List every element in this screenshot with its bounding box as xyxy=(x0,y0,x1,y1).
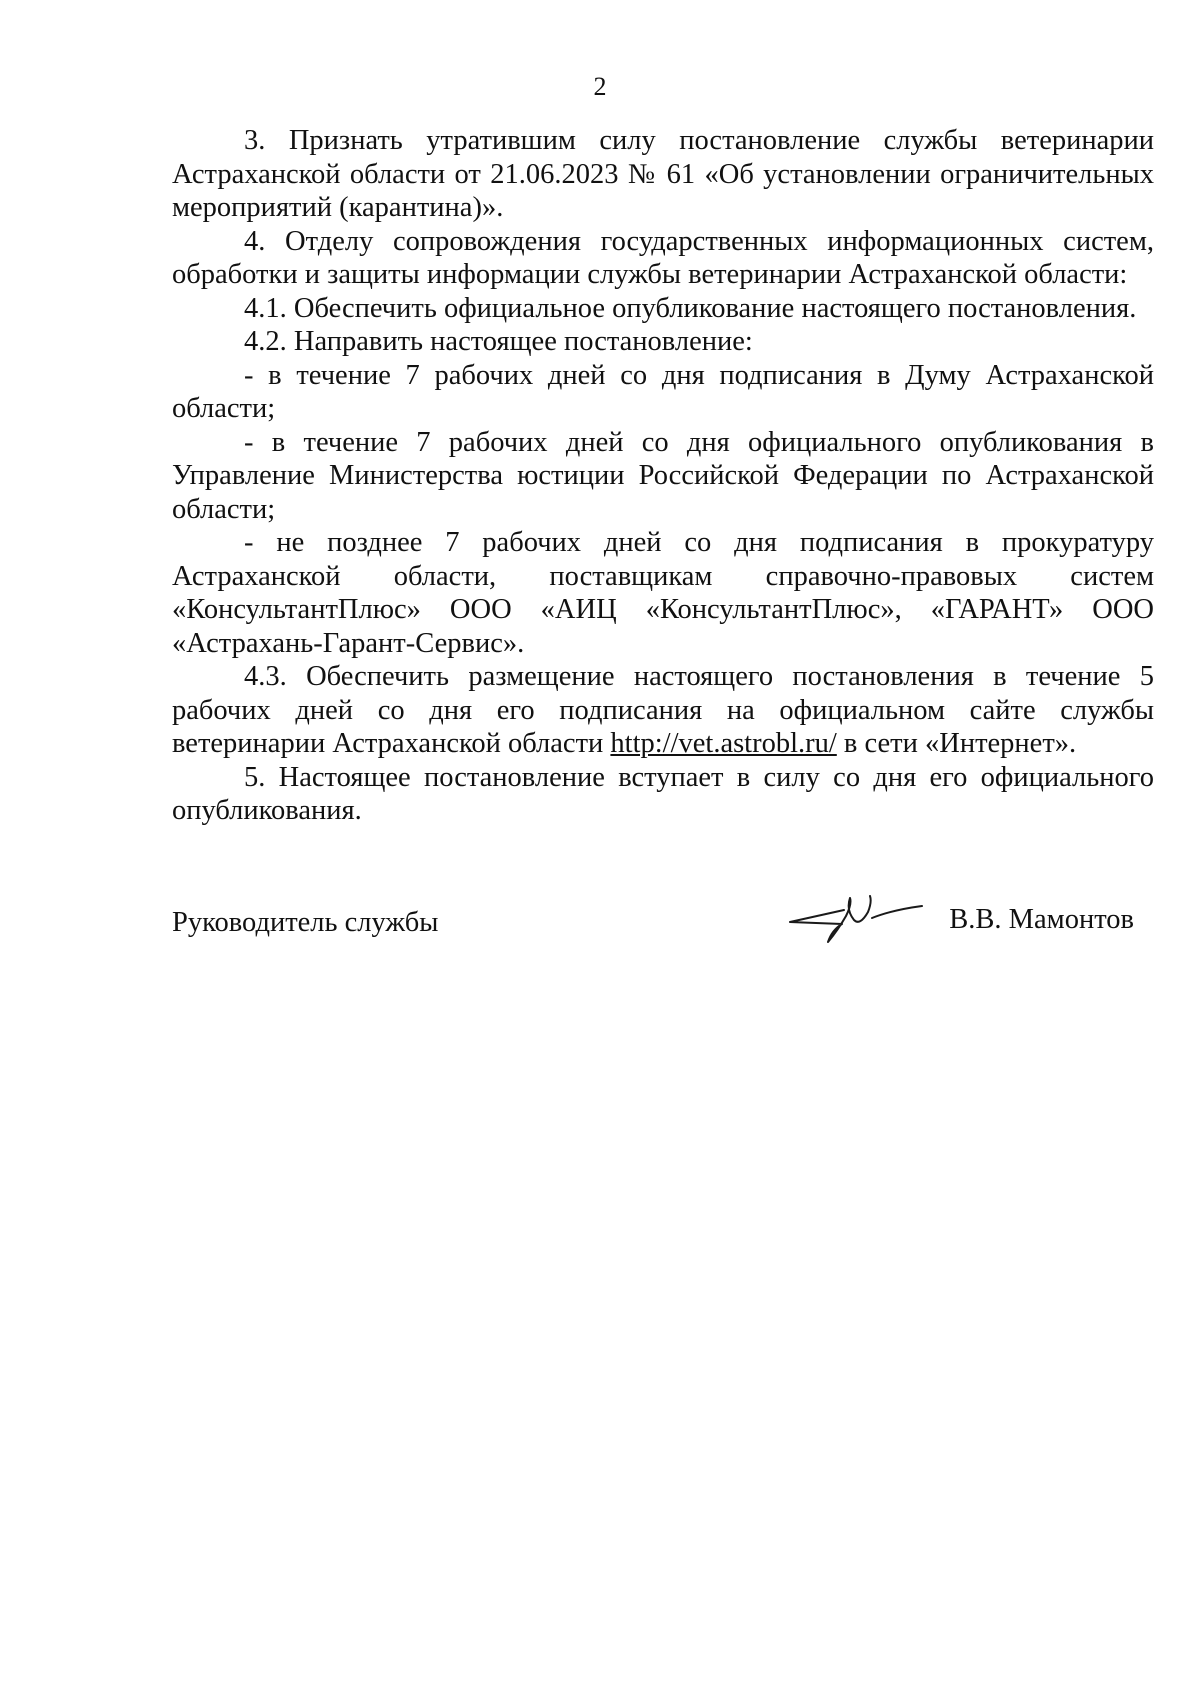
paragraph-3: 3. Признать утратившим силу постановление службы ветеринарии Астраханской области от 21.06.2023 № 61 «Об установлении ограничительных мероприятий (карантина)». xyxy=(172,125,1154,223)
signatory-title: Руководитель службы xyxy=(172,907,439,938)
paragraph-5: 5. Настоящее постановление вступает в силу со дня его официального опубликования. xyxy=(172,761,1154,826)
document-body xyxy=(172,124,1154,828)
paragraph-4-3-text: 4.3. Обеспечить размещение настоящего постановления в течение 5 рабочих дней со дня его подписания на официальном сайте службы ветеринарии Астраханской области xyxy=(172,661,1154,759)
list-item-prosecutor: - не позднее 7 рабочих дней со дня подписания в прокуратуру Астраханской области, поставщикам справочно-правовых систем «КонсультантПлюс» ООО «АИЦ «КонсультантПлюс», «ГАРАНТ» ООО «Астрахань-Гарант-Сервис». xyxy=(172,527,1154,659)
list-item-duma: - в течение 7 рабочих дней со дня подписания в Думу Астраханской области; xyxy=(172,359,1154,424)
paragraph-4-3-tail: в сети «Интернет». xyxy=(836,728,1077,759)
page-number: 2 xyxy=(593,72,607,101)
paragraph-4: 4. Отделу сопровождения государственных информационных систем, обработки и защиты информации службы ветеринарии Астраханской области: xyxy=(172,225,1154,290)
signature-block xyxy=(172,890,1154,950)
list-item-ministry-justice: - в течение 7 рабочих дней со дня официального опубликования в Управление Министерства юстиции Российской Федерации по Астраханской области; xyxy=(172,426,1154,525)
signatory-name: В.В. Мамонтов xyxy=(949,904,1134,935)
website-link[interactable]: http://vet.astrobl.ru/ xyxy=(610,728,837,759)
paragraph-4-3 xyxy=(172,660,1154,761)
paragraph-4-1: 4.1. Обеспечить официальное опубликование настоящего постановления. xyxy=(244,292,1137,324)
handwritten-signature-icon xyxy=(772,890,932,950)
paragraph-4-2: 4.2. Направить настоящее постановление: xyxy=(244,326,753,357)
